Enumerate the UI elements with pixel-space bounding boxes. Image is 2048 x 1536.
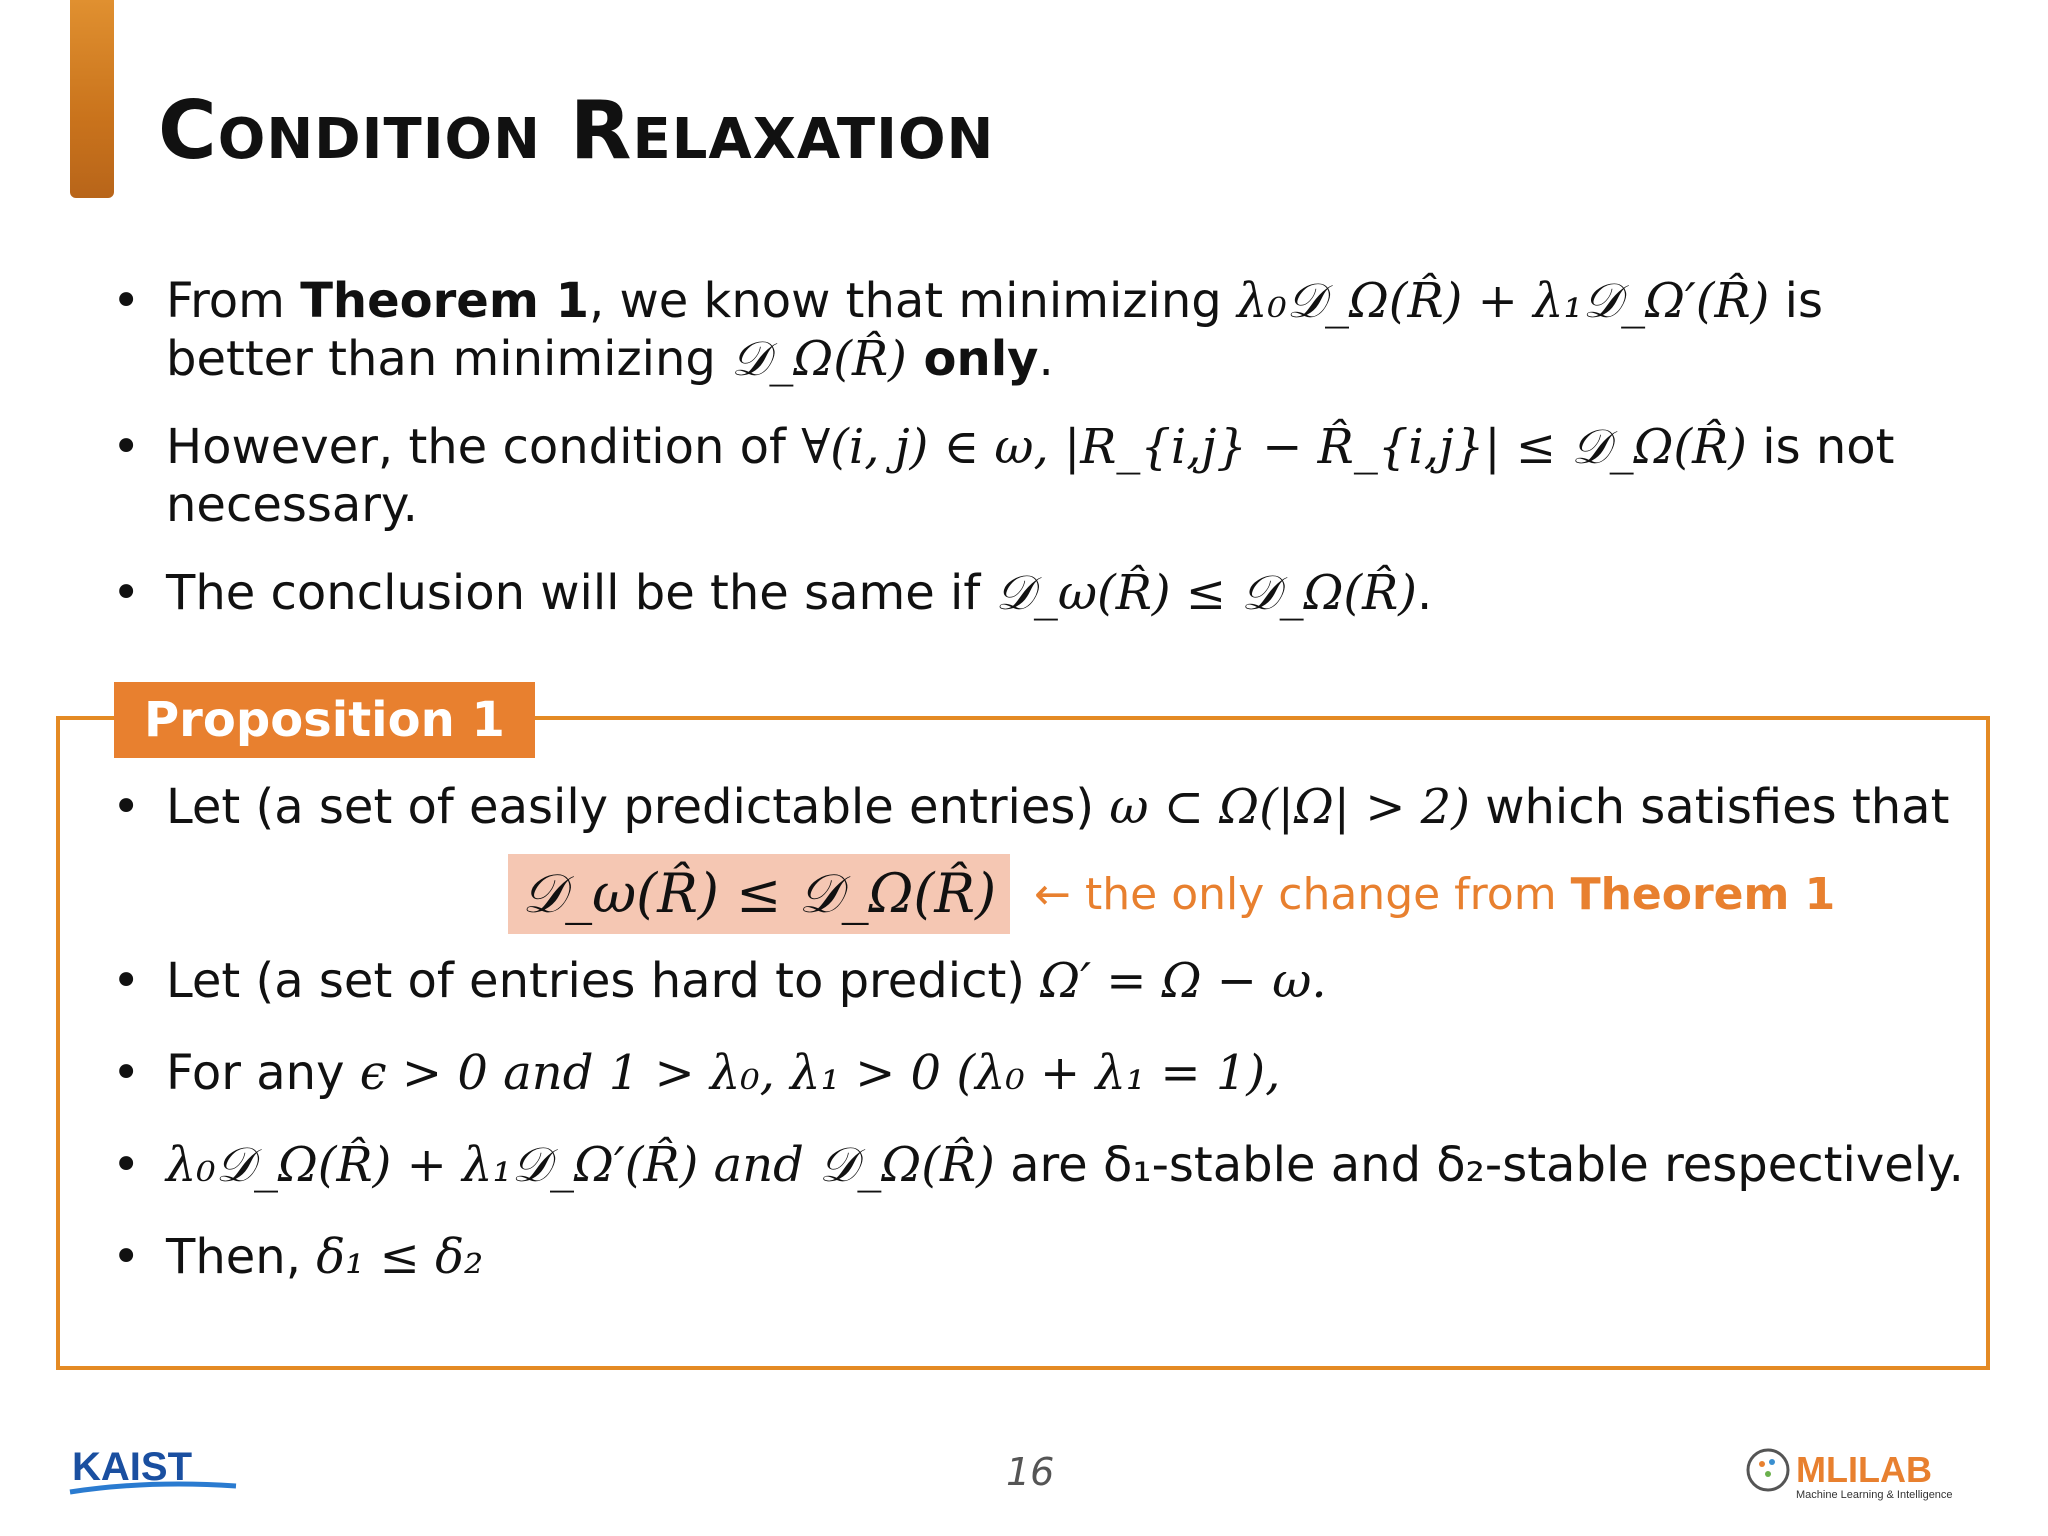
bullet-theorem: • From Theorem 1, we know that minimizing λ₀𝒟_Ω(R̂) + λ₁𝒟_Ω′(R̂) is better than minimizing 𝒟_Ω(R̂) only. xyxy=(112,272,1952,388)
prop-bullet-hard-entries: • Let (a set of entries hard to predict) Ω′ = Ω − ω. xyxy=(112,952,1972,1010)
change-note: ← the only change from Theorem 1 xyxy=(1034,868,1836,920)
intro-bullets xyxy=(112,272,1952,652)
bullet-conclusion: • The conclusion will be the same if 𝒟_ω(R̂) ≤ 𝒟_Ω(R̂). xyxy=(112,564,1952,622)
svg-text:KAIST: KAIST xyxy=(72,1445,192,1489)
svg-text:MLILAB: MLILAB xyxy=(1796,1449,1932,1490)
highlight-row xyxy=(508,846,1835,942)
svg-text:Machine Learning & Intelligenc: Machine Learning & Intelligence xyxy=(1796,1489,1953,1501)
bullet-condition: • However, the condition of ∀(i, j) ∈ ω, |R_{i,j} − R̂_{i,j}| ≤ 𝒟_Ω(R̂) is not necessary. xyxy=(112,418,1952,534)
prop-bullet-result: • Then, δ₁ ≤ δ₂ xyxy=(112,1228,1972,1286)
kaist-logo xyxy=(68,1440,238,1502)
page-number: 16 xyxy=(1006,1450,1055,1494)
proposition-tag: Proposition 1 xyxy=(114,682,535,758)
prop-bullet-lambda: • For any ϵ > 0 and 1 > λ₀, λ₁ > 0 (λ₀ + λ₁ = 1), xyxy=(112,1044,1972,1102)
highlighted-condition: 𝒟_ω(R̂) ≤ 𝒟_Ω(R̂) xyxy=(508,854,1010,934)
title-accent-bar xyxy=(70,0,114,198)
prop-bullet-easy-entries: • Let (a set of easily predictable entries) ω ⊂ Ω(|Ω| > 2) which satisfies that xyxy=(112,778,1972,836)
slide-title: Condition Relaxation xyxy=(158,84,995,177)
mlilab-logo xyxy=(1744,1444,1994,1506)
brain-head-icon xyxy=(1748,1450,1788,1490)
prop-bullet-stability: • λ₀𝒟_Ω(R̂) + λ₁𝒟_Ω′(R̂) and 𝒟_Ω(R̂) are δ₁-stable and δ₂-stable respectively. xyxy=(112,1136,1972,1194)
